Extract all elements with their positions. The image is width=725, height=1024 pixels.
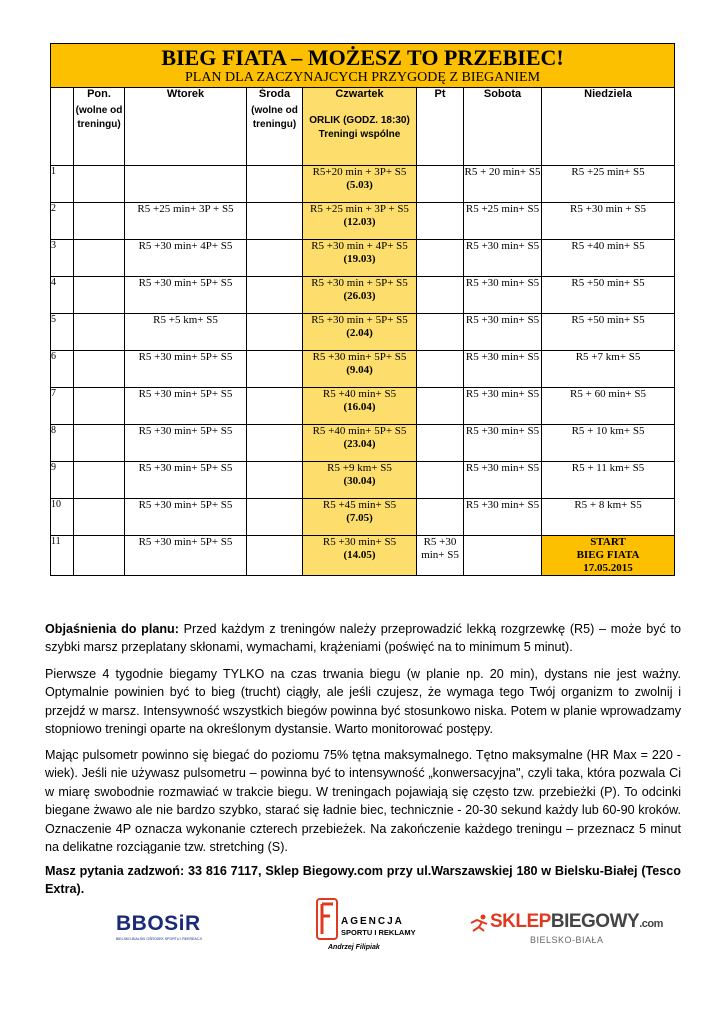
tue-workout: R5 +30 min+ 5P+ S5 — [138, 425, 233, 437]
fri-cell — [417, 462, 464, 499]
week-number-text: 9 — [51, 462, 56, 473]
sun-cell — [542, 166, 675, 203]
sun-workout: R5 +25 min+ S5 — [571, 166, 645, 178]
sun-workout: R5 +50 min+ S5 — [571, 314, 645, 326]
agencja-logo — [316, 898, 416, 958]
sat-workout: R5 +30 min+ S5 — [465, 425, 540, 437]
sat-cell — [464, 536, 542, 576]
week-number-text: 2 — [51, 203, 56, 214]
week-row — [51, 388, 675, 425]
sat-workout: R5 + 20 min+ S5 — [464, 166, 541, 178]
wed-cell — [247, 462, 303, 499]
tue-workout: R5 +30 min+ 4P+ S5 — [138, 240, 233, 252]
thu-date: (30.04) — [343, 475, 376, 487]
header-wed — [247, 88, 303, 166]
tue-workout: R5 +30 min+ 5P+ S5 — [138, 388, 233, 400]
thu-cell — [303, 351, 417, 388]
thu-date: (23.04) — [343, 438, 376, 450]
fri-cell — [417, 536, 464, 576]
sat-workout: R5 +30 min+ S5 — [465, 351, 540, 363]
header-thu-note2: Treningi wspólne — [318, 129, 401, 140]
tue-cell — [125, 166, 247, 203]
week-number-text: 3 — [51, 240, 56, 251]
sat-workout: R5 +25 min+ S5 — [465, 203, 540, 215]
sklep-text: SKLEP — [490, 911, 551, 932]
sun-workout: R5 +30 min + S5 — [570, 203, 647, 215]
paragraph-3: Mając pulsometr powinno się biegać do poziomu 75% tętna maksymalnego. Tętno maksymalne (HR Max = 220 - wiek). Jeśli nie używasz pulsometru – powinna być to intensywność „konwersacyjna", czyli taka, która pozwala Ci w miarę swobodnie rozmawiać w trakcie biegu. W treningach pojawiają się często tzw. przebieżki (P). To odcinki biegane żwawo ale nie bardzo szybko, starać się ładnie biec, technicznie - 20-30 sekund każdy lub 60-90 kroków. Oznaczenie 4P oznacza wykonanie czterech przebieżek. Na zakończenie każdego treningu – przeznacz 5 minut na delikatne rozciąganie tzw. stretching (S). — [45, 748, 681, 855]
thu-workout: R5 +30 min+ 5P+ S5 — [312, 351, 407, 363]
mon-cell — [74, 166, 125, 203]
mon-cell — [74, 499, 125, 536]
header-sun: Niedziela — [542, 88, 675, 166]
sat-cell — [464, 499, 542, 536]
week-row — [51, 203, 675, 240]
biegowy-text: BIEGOWY — [550, 911, 640, 932]
header-thu-note1: ORLIK (GODZ. 18:30) — [309, 115, 410, 126]
contact-line: Masz pytania zadzwoń: 33 816 7117, Sklep Biegowy.com przy ul.Warszawskiej 180 w Bielsku-Białej (Tesco Extra). — [45, 864, 681, 897]
wed-cell — [247, 203, 303, 240]
thu-date: (9.04) — [346, 364, 373, 376]
fri-cell — [417, 351, 464, 388]
week-row — [51, 499, 675, 536]
header-sat: Sobota — [464, 88, 542, 166]
sat-workout: R5 +30 min+ S5 — [465, 240, 540, 252]
fri-cell — [417, 388, 464, 425]
mon-cell — [74, 277, 125, 314]
start-label: START — [590, 536, 626, 548]
explanation-paragraph — [45, 620, 681, 657]
wed-cell — [247, 425, 303, 462]
thu-cell — [303, 314, 417, 351]
fri-cell — [417, 166, 464, 203]
sklepbiegowy-logo — [468, 910, 663, 956]
header-fri: Pt — [417, 88, 464, 166]
mon-cell — [74, 425, 125, 462]
sun-workout: R5 + 11 km+ S5 — [571, 462, 645, 474]
sun-cell — [542, 351, 675, 388]
start-date: 17.05.2015 — [583, 562, 633, 574]
sklepbiegowy-wordmark — [490, 910, 663, 936]
week-number — [51, 240, 74, 277]
sat-workout: R5 +30 min+ S5 — [465, 388, 540, 400]
week-number-text: 7 — [51, 388, 56, 399]
tue-workout: R5 +30 min+ 5P+ S5 — [138, 277, 233, 289]
tue-workout: R5 +5 km+ S5 — [153, 314, 218, 326]
thu-cell — [303, 203, 417, 240]
fri-workout: R5 +30 min+ S5 — [421, 536, 459, 561]
tue-workout: R5 +25 min+ 3P + S5 — [137, 203, 234, 215]
fri-cell — [417, 314, 464, 351]
header-mon-note: (wolne od treningu) — [75, 105, 123, 130]
sun-cell — [542, 277, 675, 314]
sun-workout: R5 +40 min+ S5 — [571, 240, 645, 252]
thu-workout: R5 +40 min+ 5P+ S5 — [312, 425, 407, 437]
mon-cell — [74, 536, 125, 576]
explanation-text: Przed każdym z treningów należy przeprowadzić lekką rozgrzewkę (R5) – może być to szybki marsz przeplatany skłonami, wymachami, krążeniami (poświęć na to minimum 5 minut). — [45, 622, 682, 655]
tue-cell — [125, 499, 247, 536]
thu-cell — [303, 462, 417, 499]
wed-cell — [247, 277, 303, 314]
tue-cell — [125, 240, 247, 277]
thu-workout: R5 +9 km+ S5 — [327, 462, 392, 474]
week-number — [51, 351, 74, 388]
sun-cell — [542, 425, 675, 462]
runner-icon — [468, 913, 490, 933]
thu-workout: R5 +30 min + 5P+ S5 — [311, 277, 408, 289]
wed-cell — [247, 388, 303, 425]
week-number-text: 1 — [51, 166, 56, 177]
header-mon-label: Pon. — [87, 88, 111, 100]
wed-cell — [247, 240, 303, 277]
week-number-text: 4 — [51, 277, 56, 288]
thu-workout: R5 +30 min + 5P+ S5 — [311, 314, 408, 326]
thu-workout: R5 +30 min + 4P+ S5 — [311, 240, 408, 252]
header-mon — [74, 88, 125, 166]
mon-cell — [74, 462, 125, 499]
agencja-emblem-icon — [316, 898, 338, 940]
sun-workout: R5 +7 km+ S5 — [575, 351, 641, 363]
tue-cell — [125, 277, 247, 314]
wed-cell — [247, 536, 303, 576]
com-text: .com — [639, 918, 663, 930]
sat-cell — [464, 314, 542, 351]
sat-cell — [464, 462, 542, 499]
bielsko-text: BIELSKO-BIAŁA — [530, 935, 604, 945]
tue-workout: R5 +30 min+ 5P+ S5 — [138, 462, 233, 474]
thu-date: (16.04) — [343, 401, 376, 413]
week-number — [51, 425, 74, 462]
sat-cell — [464, 277, 542, 314]
sun-start-cell — [542, 536, 675, 576]
thu-date: (14.05) — [343, 549, 376, 561]
header-thu — [303, 88, 417, 166]
sun-workout: R5 + 8 km+ S5 — [574, 499, 642, 511]
thu-cell — [303, 425, 417, 462]
mon-cell — [74, 351, 125, 388]
week-number — [51, 536, 74, 576]
sat-cell — [464, 203, 542, 240]
title-banner — [51, 44, 675, 88]
week-number — [51, 277, 74, 314]
thu-date: (26.03) — [343, 290, 376, 302]
thu-workout: R5+20 min + 3P+ S5 — [312, 166, 407, 178]
thu-workout: R5 +40 min+ S5 — [322, 388, 397, 400]
bbosir-logo — [116, 913, 216, 953]
sat-cell — [464, 351, 542, 388]
header-thu-label: Czwartek — [335, 88, 384, 100]
header-week — [51, 88, 74, 166]
paragraph-2: Pierwsze 4 tygodnie biegamy TYLKO na czas trwania biegu (w planie np. 20 min), dystans nie jest ważny. Optymalnie powinien być to bieg (trucht) ciągły, ale jeśli czujesz, że wymaga tego Twój organizm to zwolnij i przejdź w marsz. Intensywność wszystkich biegów powinna być stosunkowo niska. Potem w planie wprowadzamy stopniowo treningi oparte na określonym dystansie. Warto monitorować postępy. — [45, 667, 681, 737]
thu-workout: R5 +45 min+ S5 — [322, 499, 397, 511]
week-row — [51, 425, 675, 462]
week-number-text: 6 — [51, 351, 56, 362]
week-number-text: 10 — [51, 499, 61, 510]
thu-cell — [303, 499, 417, 536]
sun-cell — [542, 203, 675, 240]
tue-workout: R5 +30 min+ 5P+ S5 — [138, 499, 233, 511]
sat-workout: R5 +30 min+ S5 — [465, 462, 540, 474]
thu-date: (7.05) — [346, 512, 373, 524]
tue-cell — [125, 536, 247, 576]
bbosir-logo-subtext: BIELSKO-BIALSKI OŚRODEK SPORTU I REKREACJI — [116, 937, 202, 941]
header-row — [51, 88, 675, 166]
week-row — [51, 166, 675, 203]
week-row — [51, 536, 675, 576]
sat-workout: R5 +30 min+ S5 — [465, 499, 540, 511]
week-row — [51, 277, 675, 314]
header-wed-label: Środa — [258, 88, 291, 100]
week-number — [51, 203, 74, 240]
thu-workout: R5 +25 min + 3P + S5 — [310, 203, 409, 215]
fri-cell — [417, 425, 464, 462]
bbosir-logo-text: BBOSiR — [116, 912, 201, 935]
mon-cell — [74, 314, 125, 351]
tue-cell — [125, 425, 247, 462]
tue-workout: R5 +30 min+ 5P+ S5 — [138, 351, 233, 363]
agencja-logo-line2: SPORTU I REKLAMY — [341, 928, 416, 937]
sun-cell — [542, 388, 675, 425]
mon-cell — [74, 203, 125, 240]
tue-cell — [125, 314, 247, 351]
thu-cell — [303, 277, 417, 314]
thu-date: (12.03) — [343, 216, 376, 228]
header-wed-note: (wolne od treningu) — [251, 105, 298, 130]
sun-cell — [542, 314, 675, 351]
header-tue: Wtorek — [125, 88, 247, 166]
week-number — [51, 388, 74, 425]
week-number — [51, 499, 74, 536]
thu-date: (5.03) — [346, 179, 373, 191]
sun-cell — [542, 240, 675, 277]
fri-cell — [417, 277, 464, 314]
sat-cell — [464, 388, 542, 425]
sun-workout: R5 +50 min+ S5 — [571, 277, 645, 289]
plan-title: BIEG FIATA – MOŻESZ TO PRZEBIEC! — [161, 45, 564, 70]
fri-cell — [417, 499, 464, 536]
tue-cell — [125, 462, 247, 499]
thu-date: (19.03) — [343, 253, 376, 265]
agencja-logo-line3: Andrzej Filipiak — [328, 944, 380, 951]
tue-workout: R5 +30 min+ 5P+ S5 — [138, 536, 233, 548]
tue-cell — [125, 388, 247, 425]
tue-cell — [125, 351, 247, 388]
fri-cell — [417, 203, 464, 240]
sun-workout: R5 + 10 km+ S5 — [571, 425, 645, 437]
sun-workout: R5 + 60 min+ S5 — [570, 388, 647, 400]
sat-workout: R5 +30 min+ S5 — [465, 277, 540, 289]
thu-workout: R5 +30 min+ S5 — [322, 536, 397, 548]
explanation-label: Objaśnienia do planu: — [45, 622, 179, 636]
sat-cell — [464, 425, 542, 462]
wed-cell — [247, 351, 303, 388]
week-number-text: 8 — [51, 425, 56, 436]
sat-cell — [464, 240, 542, 277]
week-row — [51, 462, 675, 499]
wed-cell — [247, 499, 303, 536]
sat-workout: R5 +30 min+ S5 — [465, 314, 540, 326]
sat-cell — [464, 166, 542, 203]
thu-cell — [303, 536, 417, 576]
agencja-logo-line1: AGENCJA — [341, 916, 404, 927]
thu-cell — [303, 166, 417, 203]
week-number-text: 5 — [51, 314, 56, 325]
training-plan-table — [50, 43, 675, 576]
thu-cell — [303, 240, 417, 277]
week-number — [51, 166, 74, 203]
plan-subtitle: PLAN DLA ZACZYNAJCYCH PRZYGODĘ Z BIEGANIEM — [184, 70, 541, 85]
thu-date: (2.04) — [346, 327, 373, 339]
start-event: BIEG FIATA — [576, 549, 640, 561]
fri-cell — [417, 240, 464, 277]
week-row — [51, 314, 675, 351]
week-number — [51, 462, 74, 499]
week-number-text: 11 — [51, 536, 61, 547]
mon-cell — [74, 388, 125, 425]
week-number — [51, 314, 74, 351]
wed-cell — [247, 314, 303, 351]
mon-cell — [74, 240, 125, 277]
tue-cell — [125, 203, 247, 240]
sun-cell — [542, 462, 675, 499]
wed-cell — [247, 166, 303, 203]
week-row — [51, 240, 675, 277]
thu-cell — [303, 388, 417, 425]
sun-cell — [542, 499, 675, 536]
week-row — [51, 351, 675, 388]
